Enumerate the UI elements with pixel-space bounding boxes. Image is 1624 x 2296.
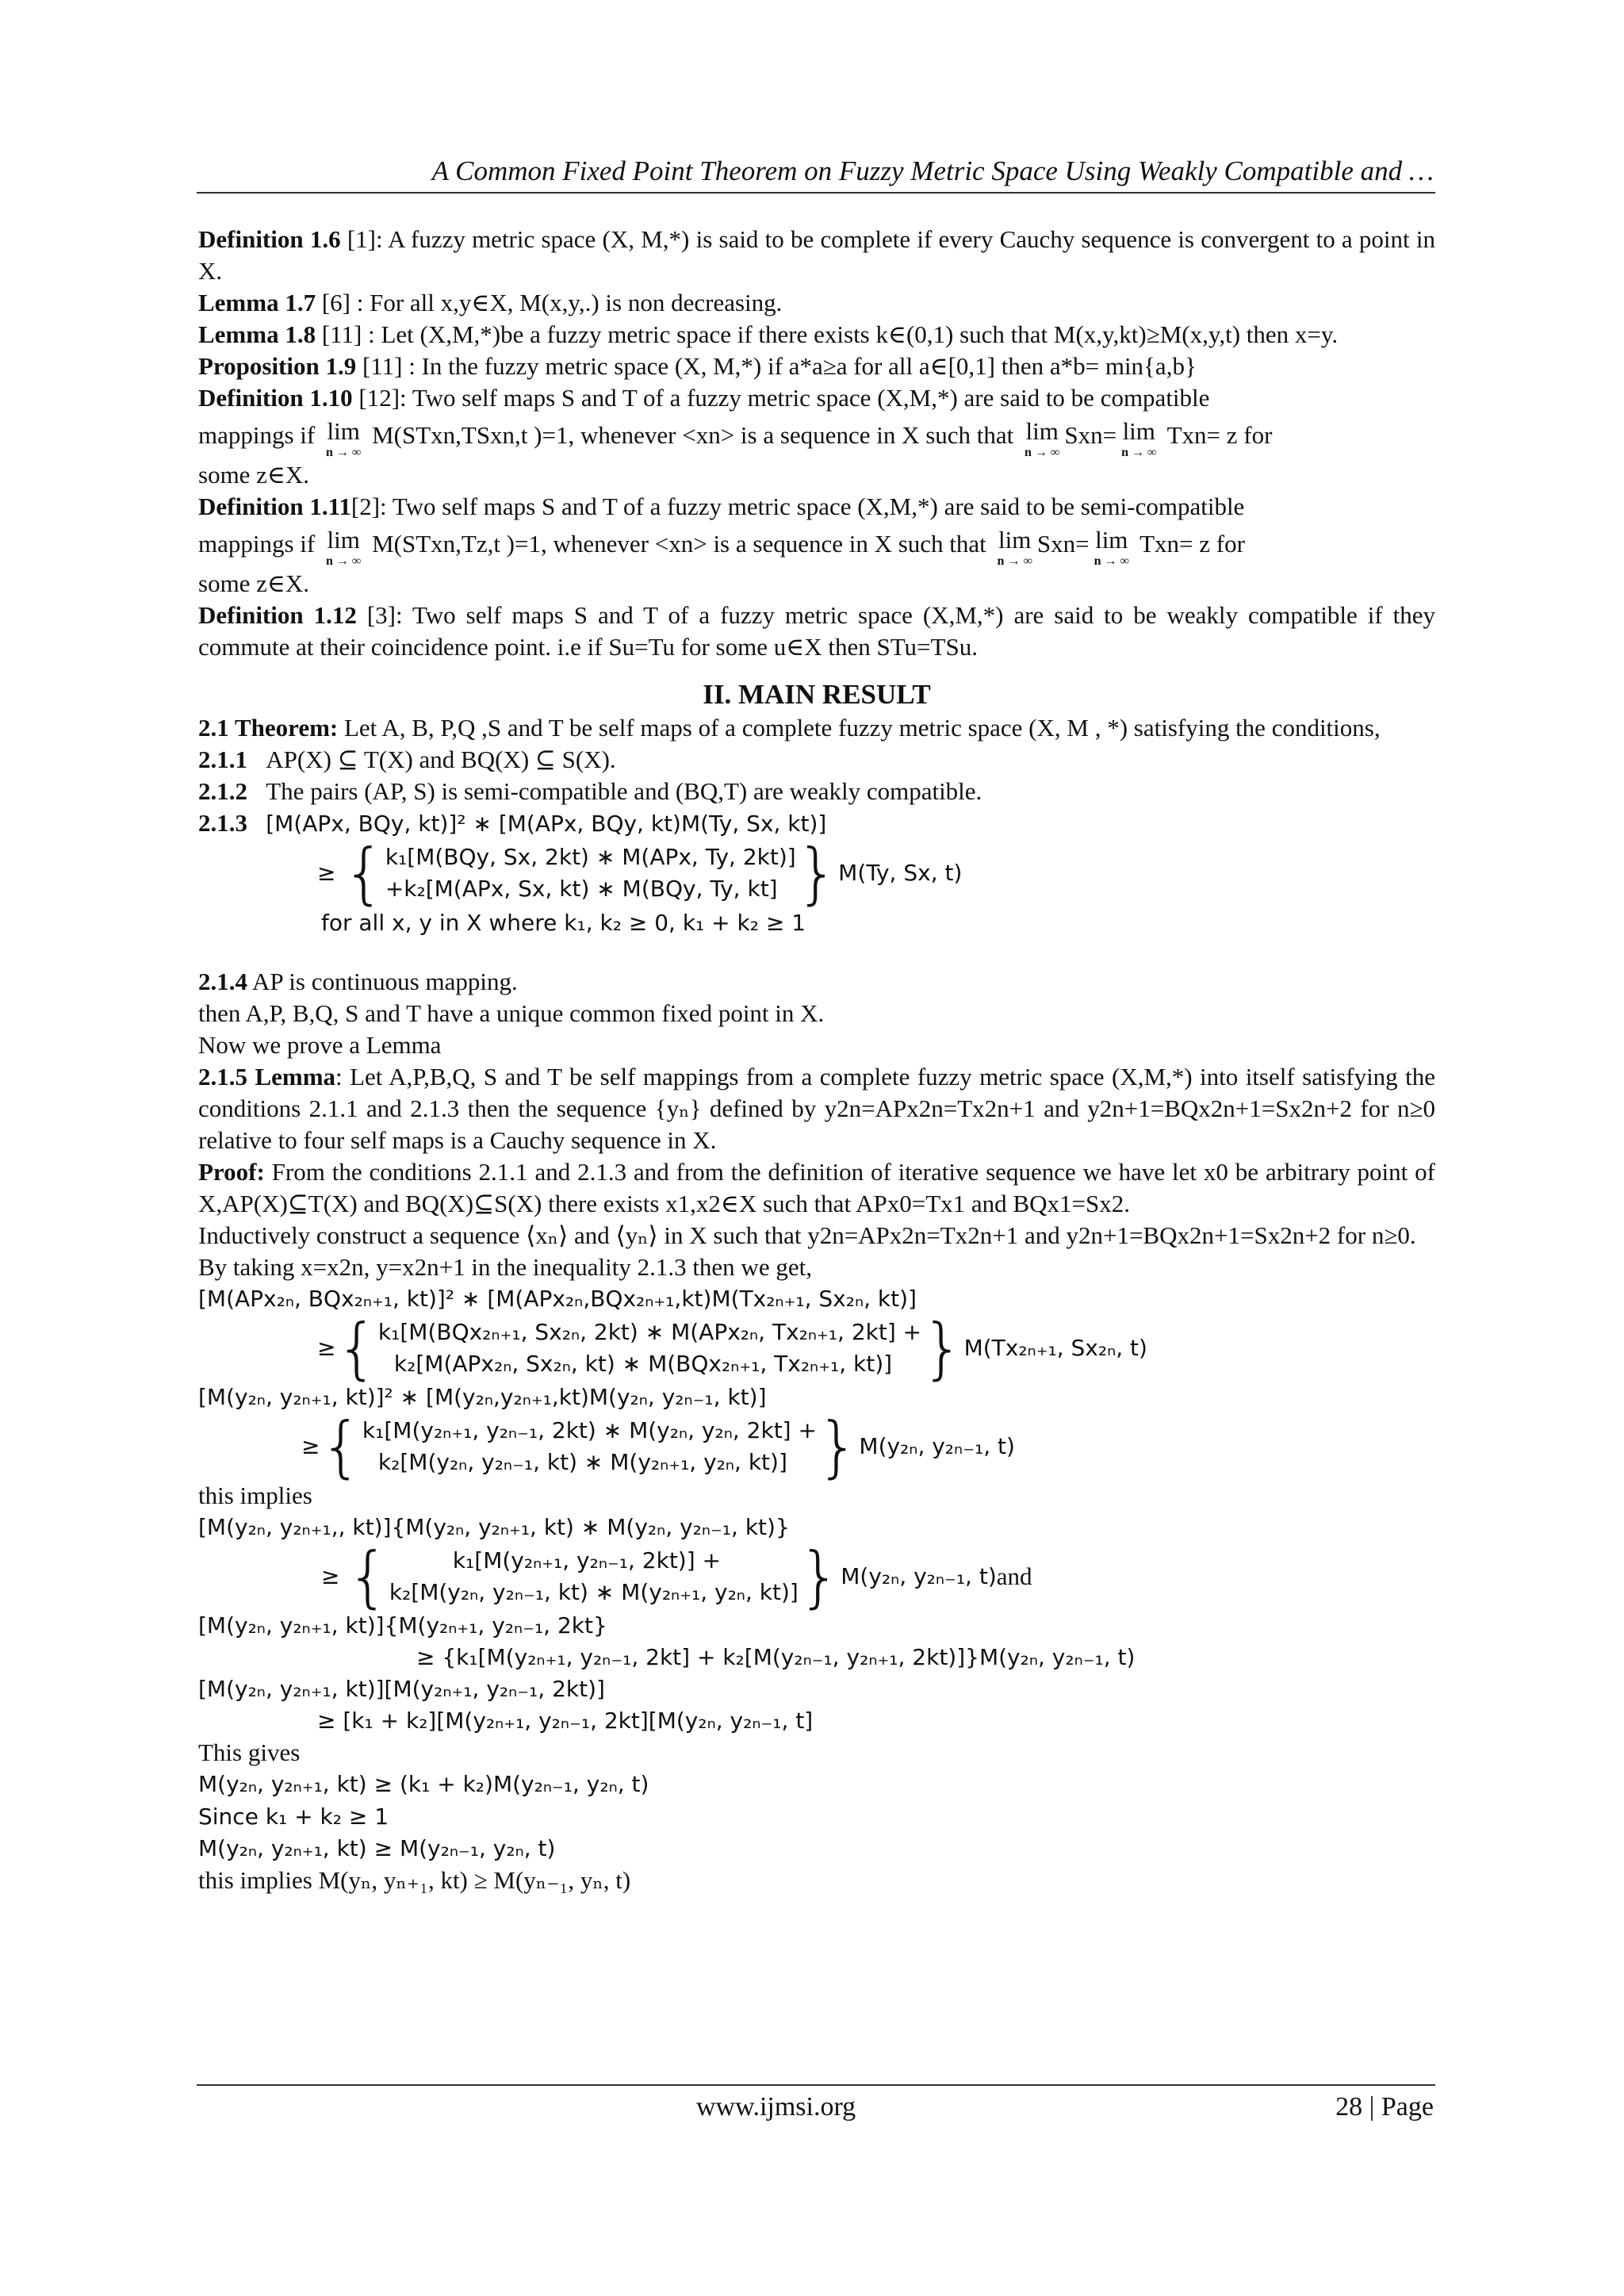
right-brace: } <box>798 1538 841 1616</box>
definition-1-10-formula: mappings if lim n → ∞ M(STxn,TSxn,t )=1, whenever <xn> is a sequence in X such that lim n → ∞ Sxn= lim n → ∞ Txn= z for <box>198 417 1273 459</box>
running-header <box>197 151 1435 194</box>
page-footer <box>197 2084 1435 2133</box>
gives-text: This gives <box>198 1738 301 1766</box>
implies-text-1: this implies <box>198 1481 312 1509</box>
lemma-1-8: Lemma 1.8 [11] : Let (X,M,*)be a fuzzy metric space if there exists k∈(0,1) such that M(x,y,kt)≥M(x,y,t) then x=y. <box>198 320 1339 348</box>
definition-1-11-formula: mappings if lim n → ∞ M(STxn,Tz,t )=1, whenever <xn> is a sequence in X such that lim n → ∞ Sxn= lim n → ∞ Txn= z for <box>198 526 1245 568</box>
definition-1-6: Definition 1.6 [1]: A fuzzy metric space (X, M,*) is said to be complete if every Cauchy sequence is convergent to a point in X. <box>198 225 1435 285</box>
since-text: Since k₁ + k₂ ≥ 1 <box>198 1803 389 1830</box>
definition-1-10-tail: some z∈X. <box>198 461 310 489</box>
condition-2-1-4: 2.1.4 AP is continuous mapping. <box>198 968 518 995</box>
definition-1-12: Definition 1.12 [3]: Two self maps S and T of a fuzzy metric space (X,M,*) are said to be weakly compatible if they commute at their coincidence point. i.e if Su=Tu for some u∈X then STu=TSu. <box>198 601 1435 661</box>
equation-b-lhs: [M(y₂ₙ, y₂ₙ₊₁, kt)]² ∗ [M(y₂ₙ,y₂ₙ₊₁,kt)M(y₂ₙ, y₂ₙ₋₁, kt)] <box>198 1384 767 1410</box>
substitution-note: By taking x=x2n, y=x2n+1 in the inequality 2.1.3 then we get, <box>198 1253 812 1281</box>
equation-b-rhs: ≥ { k₁[M(y₂ₙ₊₁, y₂ₙ₋₁, 2kt) ∗ M(y₂ₙ, y₂ₙ, 2kt] + k₂[M(y₂ₙ, y₂ₙ₋₁, kt) ∗ M(y₂ₙ₊₁, y₂ₙ, kt)] } M(y₂ₙ, y₂ₙ₋₁, t) <box>301 1408 1015 1485</box>
left-brace: { <box>320 1408 362 1485</box>
proposition-1-9: Proposition 1.9 [11] : In the fuzzy metric space (X, M,*) if a*a≥a for all a∈[0,1] then a*b= min{a,b} <box>198 352 1197 380</box>
right-brace: } <box>795 834 839 912</box>
limit-operator: lim n → ∞ <box>997 526 1032 568</box>
page-body <box>198 224 1435 1896</box>
equation-a-rhs: ≥ { k₁[M(BQx₂ₙ₊₁, Sx₂ₙ, 2kt) ∗ M(APx₂ₙ, Tx₂ₙ₊₁, 2kt] + k₂[M(APx₂ₙ, Sx₂ₙ, kt) ∗ M(BQx₂ₙ₊₁, Tx₂ₙ₊₁, kt)] } M(Tx₂ₙ₊₁, Sx₂ₙ, t) <box>317 1309 1147 1387</box>
equation-f: M(y₂ₙ, y₂ₙ₊₁, kt) ≥ M(y₂ₙ₋₁, y₂ₙ, t) <box>198 1835 556 1861</box>
implies-text-2: this implies M(yₙ, yₙ₊₁, kt) ≥ M(yₙ₋₁, yₙ, t) <box>198 1866 631 1894</box>
equation-e: M(y₂ₙ, y₂ₙ₊₁, kt) ≥ (k₁ + k₂)M(y₂ₙ₋₁, y₂ₙ, t) <box>198 1771 649 1797</box>
limit-operator: lim n → ∞ <box>1094 526 1129 568</box>
page-number: 28 | Page <box>1335 2092 1434 2122</box>
running-title: A Common Fixed Point Theorem on Fuzzy Metric Space Using Weakly Compatible and … <box>431 155 1434 186</box>
inductive-construction: Inductively construct a sequence ⟨xₙ⟩ and ⟨yₙ⟩ in X such that y2n=APx2n=Tx2n+1 and y2n+1=BQx2n+1=Sx2n+2 for n≥0. <box>198 1221 1416 1249</box>
lemma-2-1-5: 2.1.5 Lemma: Let A,P,B,Q, S and T be self mappings from a complete fuzzy metric space (X,M,*) into itself satisfying the conditions 2.1.1 and 2.1.3 then the sequence {yₙ} defined by y2n=APx2n=Tx2n+1 and y2n+1=BQx2n+1=Sx2n+2 for n≥0 relative to four self maps is a Cauchy sequence in X. <box>198 1063 1435 1154</box>
equation-d-line4: ≥ [k₁ + k₂][M(y₂ₙ₊₁, y₂ₙ₋₁, 2kt][M(y₂ₙ, y₂ₙ₋₁, t] <box>317 1708 814 1734</box>
theorem-conclusion: then A,P, B,Q, S and T have a unique common fixed point in X. <box>198 999 825 1027</box>
equation-d-line2: ≥ {k₁[M(y₂ₙ₊₁, y₂ₙ₋₁, 2kt] + k₂[M(y₂ₙ₋₁, y₂ₙ₊₁, 2kt)]}M(y₂ₙ, y₂ₙ₋₁, t) <box>416 1644 1136 1670</box>
condition-2-1-1: 2.1.1 AP(X) ⊆ T(X) and BQ(X) ⊆ S(X). <box>198 746 616 773</box>
theorem-2-1: 2.1 Theorem: Let A, B, P,Q ,S and T be self maps of a complete fuzzy metric space (X, M , *) satisfying the conditions, <box>198 714 1381 742</box>
left-brace: { <box>347 1538 389 1616</box>
definition-1-11-tail: some z∈X. <box>198 569 310 597</box>
definition-1-10: Definition 1.10 [12]: Two self maps S and T of a fuzzy metric space (X,M,*) are said to be compatible <box>198 384 1210 412</box>
right-brace: } <box>816 1408 860 1485</box>
definition-1-11: Definition 1.11[2]: Two self maps S and T of a fuzzy metric space (X,M,*) are said to be semi-compatible <box>198 493 1245 520</box>
proof-start: Proof: From the conditions 2.1.1 and 2.1.3 and from the definition of iterative sequence we have let x0 be arbitrary point of X,AP(X)⊆T(X) and BQ(X)⊆S(X) there exists x1,x2∈X such that APx0=Tx1 and BQx1=Sx2. <box>198 1158 1435 1217</box>
journal-website: www.ijmsi.org <box>696 2092 856 2122</box>
lemma-1-7: Lemma 1.7 [6] : For all x,y∈X, M(x,y,.) is non decreasing. <box>198 289 783 316</box>
limit-operator: lim n → ∞ <box>1025 417 1060 459</box>
left-brace: { <box>343 834 385 912</box>
equation-c-lhs: [M(y₂ₙ, y₂ₙ₊₁,, kt)]{M(y₂ₙ, y₂ₙ₊₁, kt) ∗ M(y₂ₙ, y₂ₙ₋₁, kt)} <box>198 1514 790 1540</box>
lemma-intro: Now we prove a Lemma <box>198 1031 442 1059</box>
equation-d-line1: [M(y₂ₙ, y₂ₙ₊₁, kt)]{M(y₂ₙ₊₁, y₂ₙ₋₁, 2kt} <box>198 1612 607 1639</box>
left-brace: { <box>335 1309 378 1387</box>
condition-2-1-3: 2.1.3 [M(APx, BQy, kt)]² ∗ [M(APx, BQy, kt)M(Ty, Sx, kt)] <box>198 809 827 837</box>
limit-operator: lim n → ∞ <box>326 417 362 459</box>
equation-c-rhs: ≥ { k₁[M(y₂ₙ₊₁, y₂ₙ₋₁, 2kt)] + k₂[M(y₂ₙ, y₂ₙ₋₁, kt) ∗ M(y₂ₙ₊₁, y₂ₙ, kt)] } M(y₂ₙ, y₂ₙ₋₁, t) and <box>321 1538 1032 1616</box>
section-heading: II. MAIN RESULT <box>703 679 931 710</box>
equation-a-lhs: [M(APx₂ₙ, BQx₂ₙ₊₁, kt)]² ∗ [M(APx₂ₙ,BQx₂ₙ₊₁,kt)M(Tx₂ₙ₊₁, Sx₂ₙ, kt)] <box>198 1286 917 1312</box>
limit-operator: lim n → ∞ <box>326 526 362 568</box>
equation-d-line3: [M(y₂ₙ, y₂ₙ₊₁, kt)][M(y₂ₙ₊₁, y₂ₙ₋₁, 2kt)] <box>198 1676 605 1702</box>
condition-2-1-3-quantifier: for all x, y in X where k₁, k₂ ≥ 0, k₁ + k₂ ≥ 1 <box>321 910 806 936</box>
right-brace: } <box>921 1309 964 1387</box>
condition-2-1-3-rhs: ≥ { k₁[M(BQy, Sx, 2kt) ∗ M(APx, Ty, 2kt)] +k₂[M(APx, Sx, kt) ∗ M(BQy, Ty, kt] } M(Ty, Sx, t) <box>317 834 963 912</box>
condition-2-1-2: 2.1.2 The pairs (AP, S) is semi-compatible and (BQ,T) are weakly compatible. <box>198 777 982 805</box>
limit-operator: lim n → ∞ <box>1121 417 1157 459</box>
